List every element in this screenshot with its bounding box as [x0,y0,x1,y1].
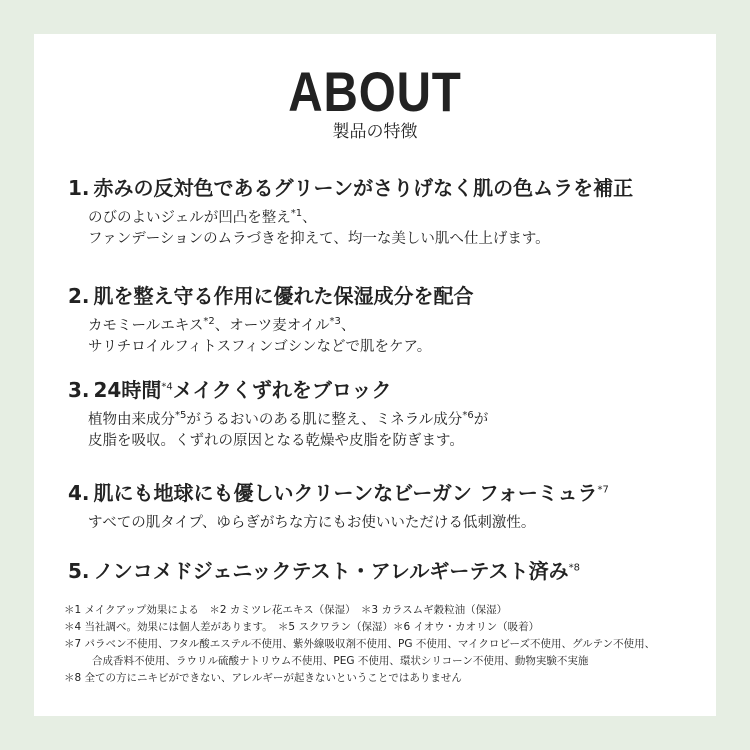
footnotes [64,602,706,687]
page-subtitle: 製品の特徴 [332,122,418,142]
feature-heading-text: 赤みの反対色であるグリーンがさりげなく肌の色ムラを補正 [93,176,634,200]
feature-heading-text: ノンコメドジェニックテスト・アレルギーテスト済み [93,559,569,583]
body-text: 、オーツ麦オイル [214,318,330,334]
footnote-line: 合成香料不使用、ラウリル硫酸ナトリウム不使用、PEG 不使用、環状シリコーン不使用、動物実験不実施 [92,655,589,667]
footnote-mark: *8 [568,562,580,574]
body-line [88,316,696,337]
feature-heading-text: 肌にも地球にも優しいクリーンなビーガン フォーミュラ [93,481,598,505]
body-text: 、 [302,210,317,226]
feature-5 [68,559,696,583]
feature-4-heading [68,481,696,505]
footnote-mark: *3 [329,316,341,328]
feature-3-heading [68,378,696,402]
footnote-mark: *7 [597,484,609,496]
footnote-line: ＊4 当社調べ。効果には個人差があります。 ＊5 スクワラン（保湿）＊6 イオウ・カオリン（吸着） [64,621,540,633]
body-text: ファンデーションのムラづきを抑えて、均一な美しい肌へ仕上げます。 [88,231,550,248]
feature-number: 5. [68,559,90,583]
body-line [88,513,696,534]
about-card [34,34,716,716]
body-text: すべての肌タイプ、ゆらぎがちな方にもお使いいただける低刺激性。 [88,515,536,531]
feature-heading-text: 肌を整え守る作用に優れた保湿成分を配合 [93,284,474,308]
footnote-mark: *5 [175,410,187,422]
footnote-line: ＊8 全ての方にニキビができない、アレルギーが起きないということではありません [64,672,462,684]
feature-number: 3. [68,378,90,402]
body-line [88,410,696,431]
footnote-line: ＊7 パラベン不使用、フタル酸エステル不使用、紫外線吸収剤不使用、PG 不使用、マイクロビーズ不使用、グルテン不使用、 [64,638,656,650]
body-line [88,337,696,358]
feature-4-body [68,513,696,534]
body-text: がうるおいのある肌に整え、ミネラル成分 [186,412,463,428]
feature-number: 1. [68,176,90,200]
body-line [88,229,696,250]
body-text: が [473,412,489,428]
body-text: 、 [340,318,356,334]
feature-2 [68,284,696,358]
footnote-mark: *6 [462,410,474,422]
body-text: カモミールエキス [88,318,204,334]
body-line [88,208,696,229]
feature-1-heading [68,176,696,200]
body-text: のびのよいジェルが凹凸を整え [88,210,291,226]
body-text: 植物由来成分 [88,412,175,428]
feature-4 [68,481,696,534]
footnote-line: ＊1 メイクアップ効果による ＊2 カミツレ花エキス（保湿） ＊3 カラスムギ穀粒油（保湿） [64,604,508,616]
footnote-mark: *4 [161,381,173,393]
footnote-mark: *2 [203,316,215,328]
body-text: サリチロイルフィトスフィンゴシンなどで肌をケア。 [88,339,432,356]
feature-2-heading [68,284,696,308]
feature-3-body [68,410,696,452]
feature-1-body [68,208,696,250]
feature-heading-text: メイクくずれをブロック [172,378,392,402]
feature-2-body [68,316,696,358]
feature-3 [68,378,696,452]
body-text: 皮脂を吸収。くずれの原因となる乾燥や皮脂を防ぎます。 [88,433,464,450]
feature-heading-text: 24時間 [93,378,162,402]
feature-5-heading [68,559,696,583]
feature-1 [68,176,696,250]
feature-number: 2. [68,284,90,308]
page-title: ABOUT [288,60,462,123]
footnote-mark: *1 [290,208,303,220]
feature-number: 4. [68,481,90,505]
body-line [88,431,696,452]
